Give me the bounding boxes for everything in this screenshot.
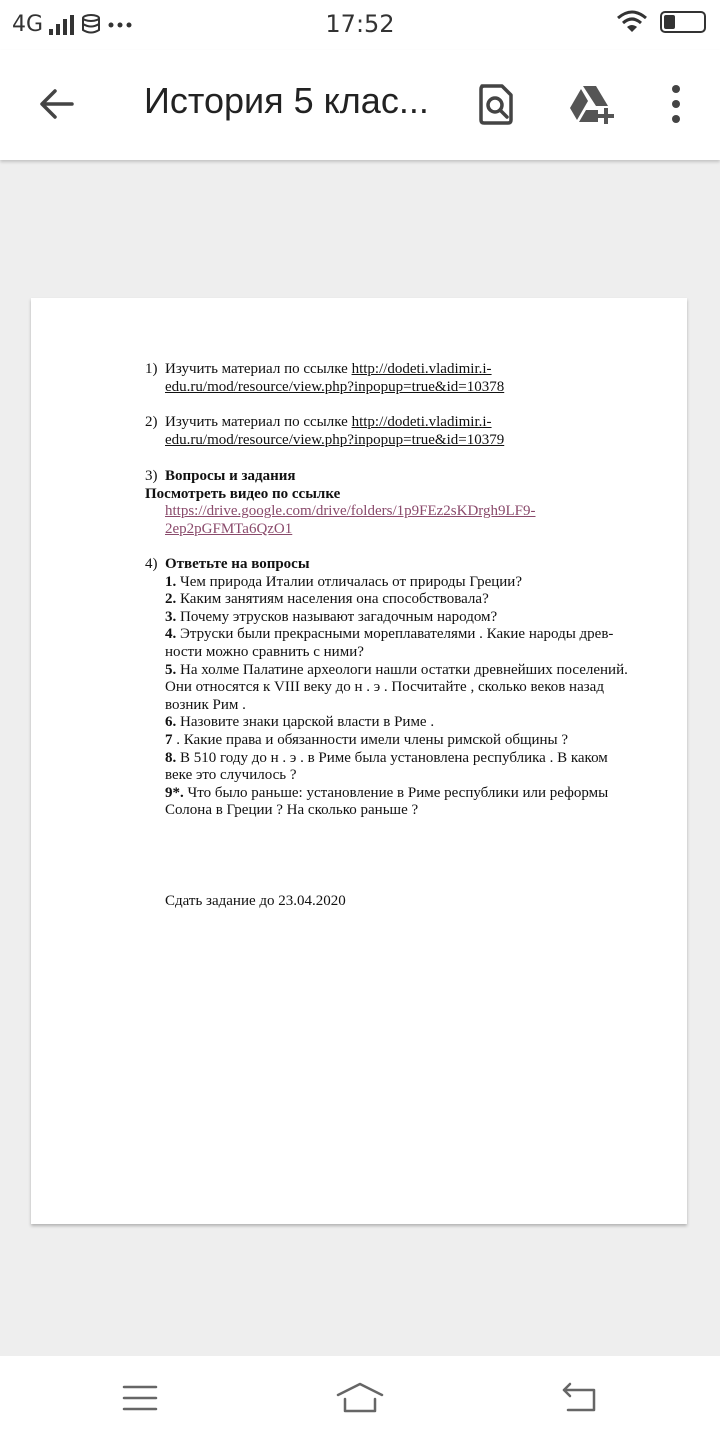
navigation-bar bbox=[0, 1356, 720, 1440]
question-list bbox=[165, 574, 635, 820]
task-number: 2) bbox=[145, 414, 158, 430]
video-link[interactable]: https://drive.google.com/drive/folders/1p9FEz2sKDrgh9LF9- 2ep2pGFMTa6QzO1 bbox=[165, 503, 536, 537]
question-item: 8. В 510 году до н . э . в Риме была установлена республика . В каком веке это случилось ? bbox=[165, 749, 608, 784]
question-item: 5. На холме Палатине археологи нашли остатки древнейших поселений. Они относятся к VIII веку до н . э . Посчитайте , сколько веков назад возник Рим . bbox=[165, 661, 628, 713]
add-to-drive-icon bbox=[568, 84, 616, 124]
question-item: 9*. Что было раньше: установление в Риме республики или реформы Солона в Греции ? На сколько раньше ? bbox=[165, 784, 609, 819]
back-nav-icon bbox=[560, 1382, 600, 1414]
question-item: 2. Каким занятиям населения она способствовала? bbox=[165, 591, 489, 608]
document-page bbox=[31, 298, 687, 1224]
find-in-document-button[interactable] bbox=[462, 68, 530, 140]
resource-link-2[interactable]: http://dodeti.vladimir.i- edu.ru/mod/resource/view.php?inpopup=true&id=10379 bbox=[165, 414, 505, 448]
battery-icon bbox=[660, 11, 706, 33]
back-button[interactable] bbox=[20, 68, 92, 140]
question-item: 7 . Какие права и обязанности имели члены римской общины ? bbox=[165, 731, 569, 748]
task-3 bbox=[145, 468, 645, 538]
menu-icon bbox=[122, 1384, 158, 1412]
video-label: Посмотреть видео по ссылке bbox=[145, 485, 341, 502]
home-button[interactable] bbox=[320, 1370, 400, 1426]
recents-button[interactable] bbox=[100, 1370, 180, 1426]
app-bar bbox=[0, 50, 720, 160]
question-item: 3. Почему этрусков называют загадочным народом? bbox=[165, 608, 498, 625]
task-2 bbox=[145, 414, 645, 449]
deadline: Сдать задание до 23.04.2020 bbox=[165, 893, 346, 909]
status-bar bbox=[0, 0, 720, 50]
task-heading: Вопросы и задания bbox=[165, 468, 296, 484]
task-text: Изучить материал по ссылке bbox=[165, 414, 352, 430]
home-icon bbox=[335, 1381, 385, 1415]
question-item: 6. Назовите знаки царской власти в Риме . bbox=[165, 714, 435, 731]
task-text: Изучить материал по ссылке bbox=[165, 361, 352, 377]
network-type: 4G bbox=[12, 12, 44, 37]
wifi-icon bbox=[616, 10, 648, 34]
battery-level bbox=[664, 15, 675, 29]
more-options-button[interactable] bbox=[644, 68, 708, 140]
task-4 bbox=[145, 556, 645, 820]
document-title: История 5 клас... bbox=[144, 80, 429, 121]
task-number: 1) bbox=[145, 361, 158, 377]
arrow-back-icon bbox=[38, 86, 74, 122]
document-viewer[interactable] bbox=[0, 160, 720, 1356]
task-number: 3) bbox=[145, 468, 158, 484]
task-number: 4) bbox=[145, 556, 158, 572]
status-right bbox=[616, 10, 706, 34]
more-vert-icon bbox=[670, 84, 682, 124]
question-item: 4. Этруски были прекрасными мореплавателями . Какие народы древ-ности можно сравнить с ними? bbox=[165, 626, 614, 660]
task-heading: Ответьте на вопросы bbox=[165, 556, 310, 572]
resource-link-1[interactable]: http://dodeti.vladimir.i- edu.ru/mod/resource/view.php?inpopup=true&id=10378 bbox=[165, 361, 505, 395]
task-1 bbox=[145, 361, 645, 396]
find-in-page-icon bbox=[478, 82, 514, 126]
clock: 17:52 bbox=[325, 10, 395, 38]
back-nav-button[interactable] bbox=[540, 1370, 620, 1426]
add-to-drive-button[interactable] bbox=[556, 68, 628, 140]
question-item: 1. Чем природа Италии отличалась от природы Греции? bbox=[165, 573, 522, 590]
